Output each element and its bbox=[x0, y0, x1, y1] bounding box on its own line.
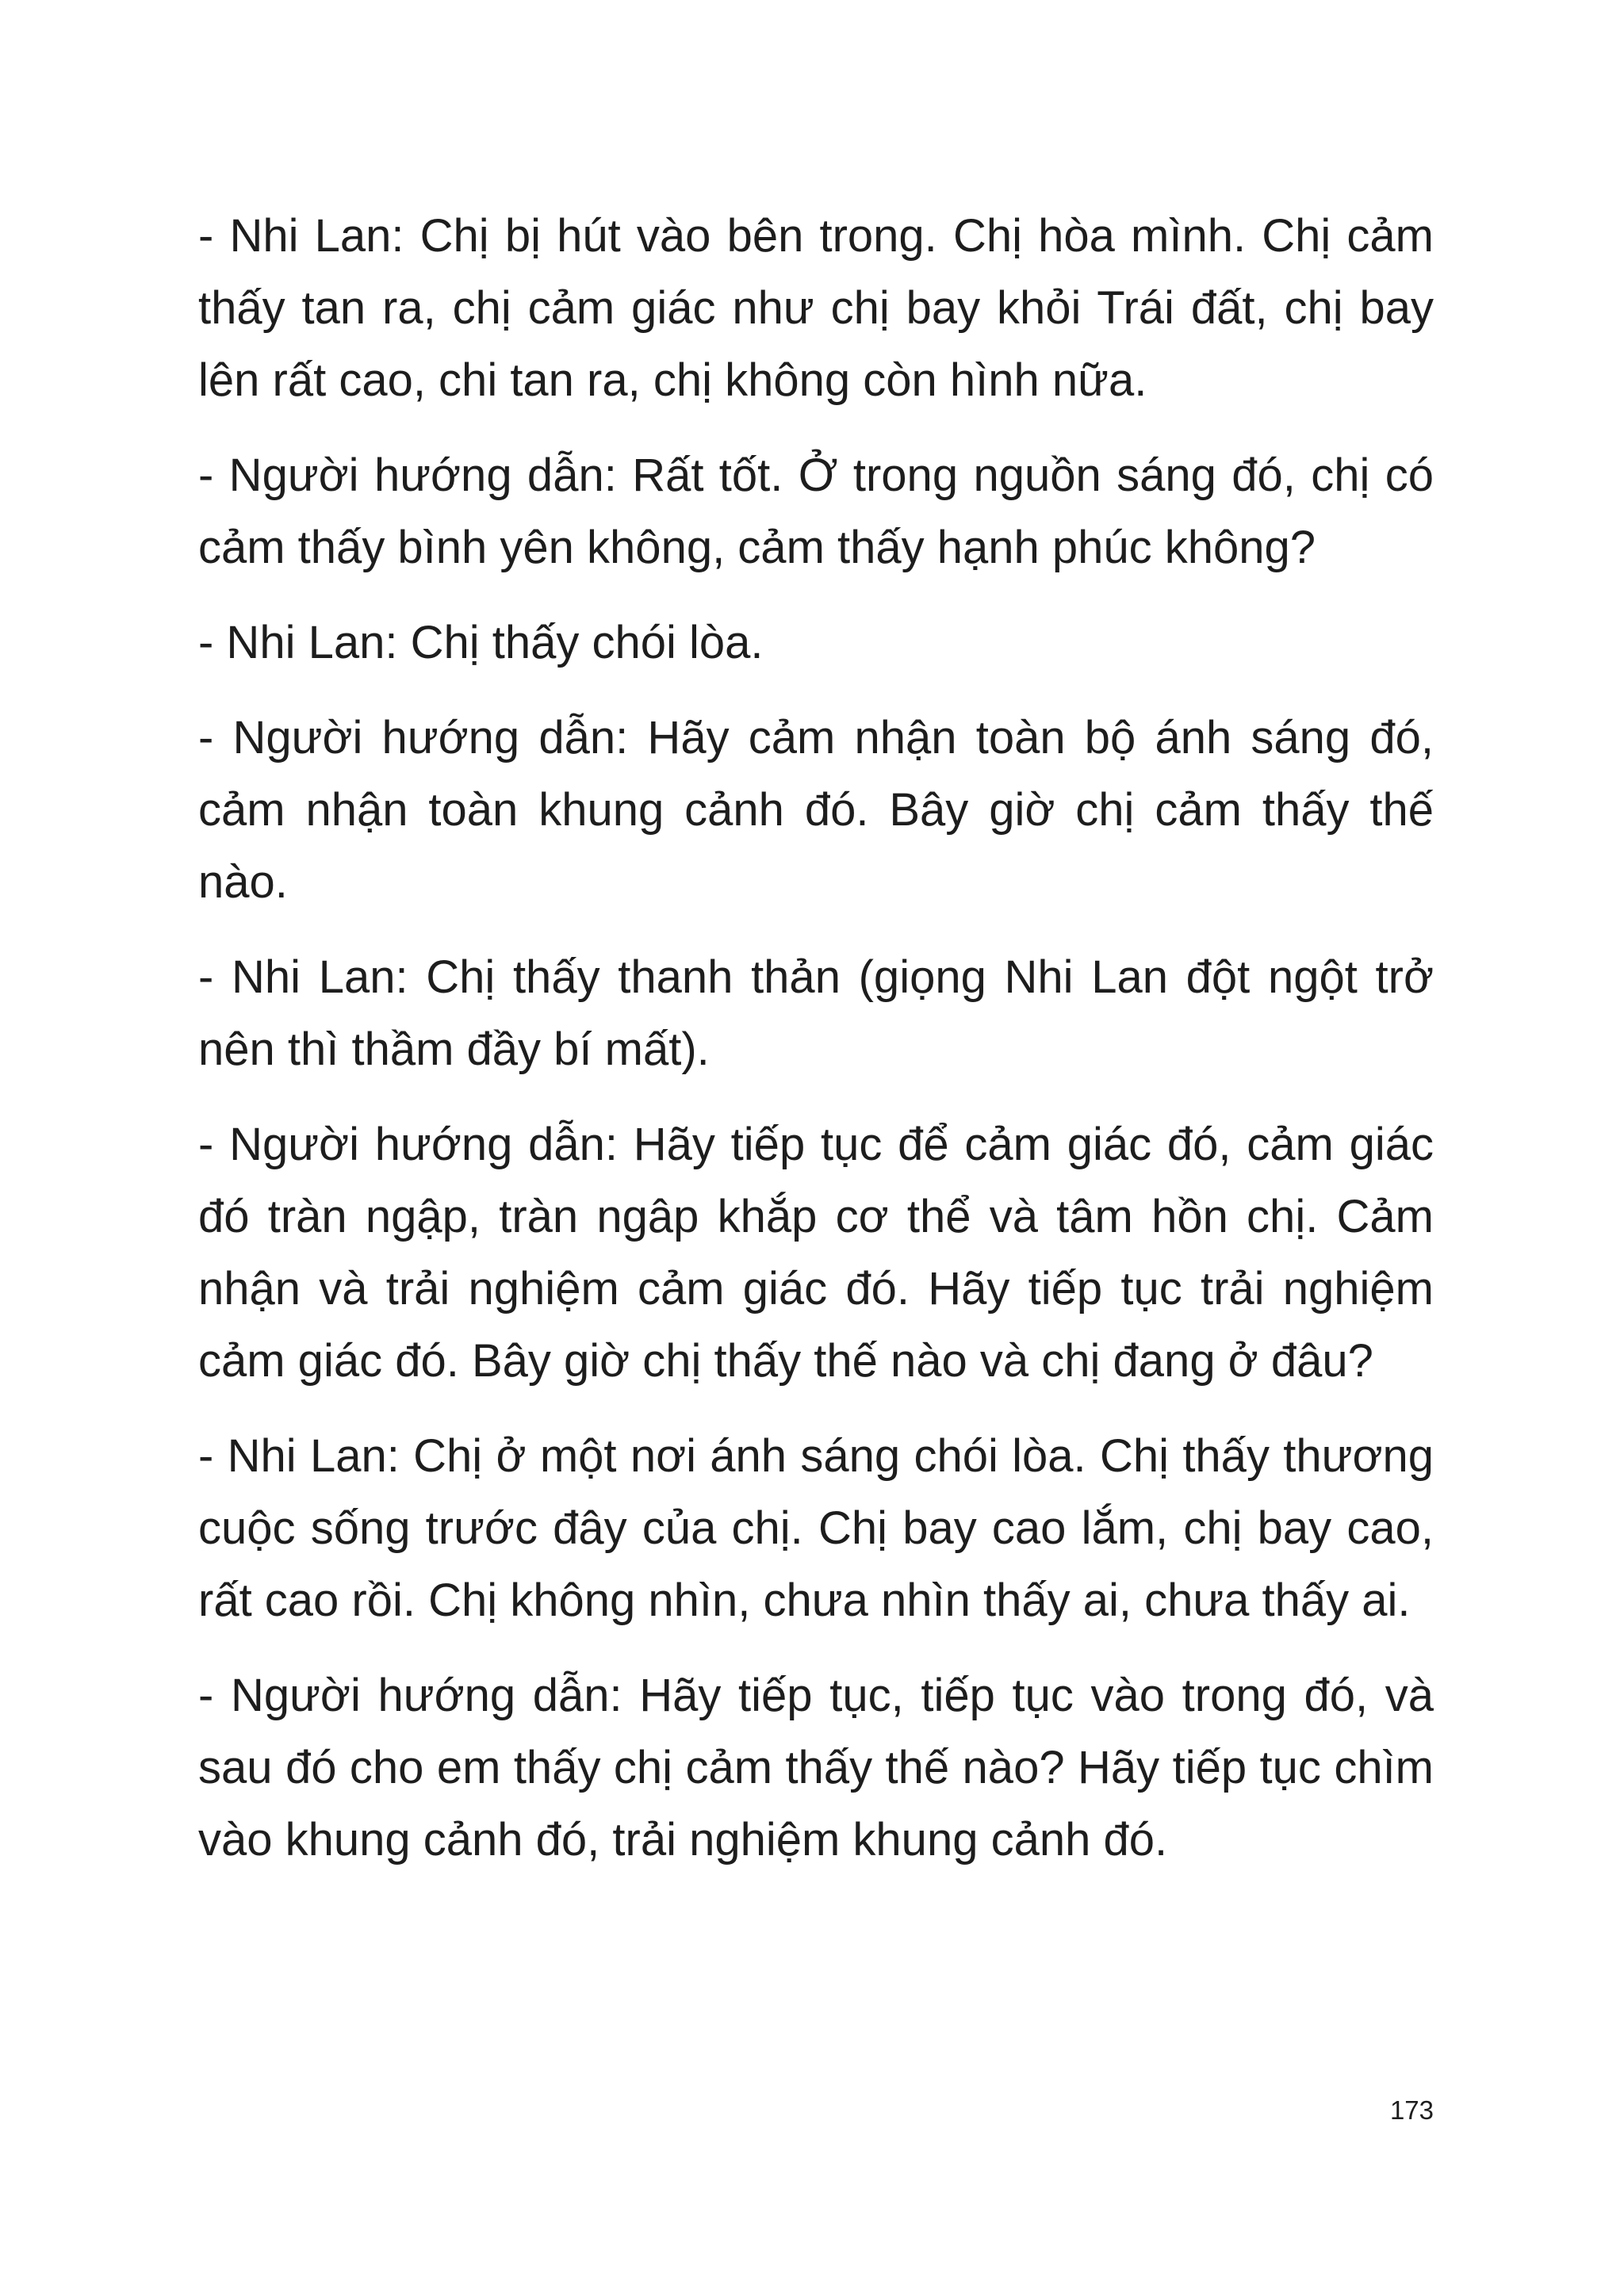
body-text bbox=[198, 200, 1434, 1899]
paragraph: - Nhi Lan: Chị ở một nơi ánh sáng chói lòa. Chị thấy thương cuộc sống trước đây của chị. Chị bay cao lắm, chị bay cao, rất cao rồi. Chị không nhìn, chưa nhìn thấy ai, chưa thấy ai. bbox=[198, 1430, 1434, 1626]
paragraph: - Người hướng dẫn: Hãy tiếp tục, tiếp tục vào trong đó, và sau đó cho em thấy chị cảm thấy thế nào? Hãy tiếp tục chìm vào khung cảnh đó, trải nghiệm khung cảnh đó. bbox=[198, 1670, 1434, 1866]
paragraph: - Người hướng dẫn: Hãy tiếp tục để cảm giác đó, cảm giác đó tràn ngập, tràn ngâp khắp cơ thể và tâm hồn chị. Cảm nhận và trải nghiệm cảm giác đó. Hãy tiếp tục trải nghiệm cảm giác đó. Bây giờ chị thấy thế nào và chị đang ở đâu? bbox=[198, 1119, 1434, 1387]
paragraph: - Người hướng dẫn: Hãy cảm nhận toàn bộ ánh sáng đó, cảm nhận toàn khung cảnh đó. Bây giờ chị cảm thấy thế nào. bbox=[198, 712, 1434, 908]
paragraph: - Nhi Lan: Chị thấy chói lòa. bbox=[198, 617, 764, 668]
page-number: 173 bbox=[1389, 2095, 1434, 2125]
paragraph: - Người hướng dẫn: Rất tốt. Ở trong nguồn sáng đó, chị có cảm thấy bình yên không, cảm thấy hạnh phúc không? bbox=[198, 450, 1434, 573]
paragraph: - Nhi Lan: Chị thấy thanh thản (giọng Nhi Lan đột ngột trở nên thì thầm đầy bí mất). bbox=[198, 951, 1434, 1075]
paragraph: - Nhi Lan: Chị bị hút vào bên trong. Chị hòa mình. Chị cảm thấy tan ra, chị cảm giác như chị bay khỏi Trái đất, chị bay lên rất cao, chi tan ra, chị không còn hình nữa. bbox=[198, 210, 1434, 406]
